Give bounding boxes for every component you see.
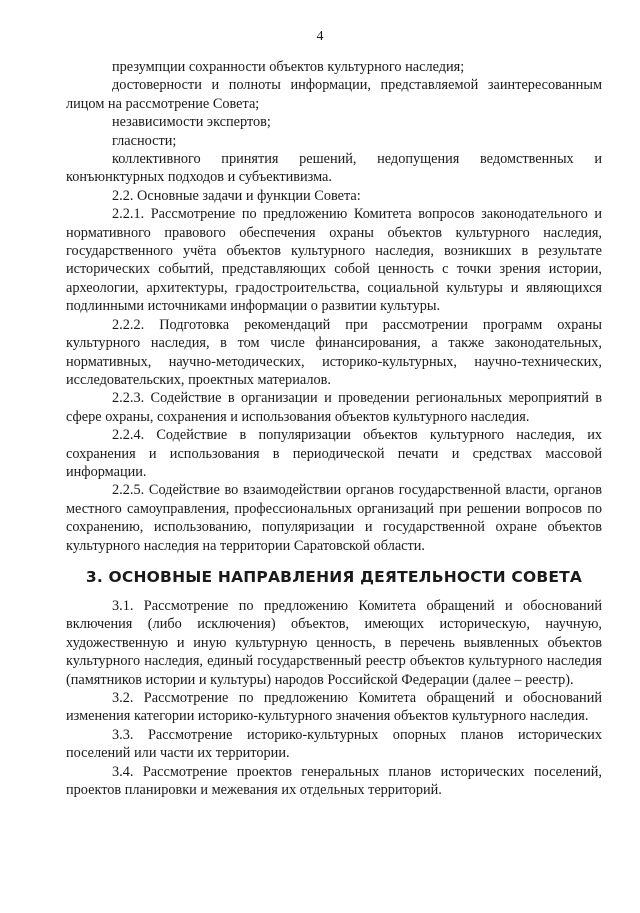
principle-item: презумпции сохранности объектов культурного наследия;: [112, 59, 465, 75]
direction-item: 3.3. Рассмотрение историко-культурных опорных планов исторических поселений или части их территории.: [66, 726, 602, 762]
task-item: 2.2.3. Содействие в организации и проведении региональных мероприятий в сфере охраны, сохранения и использования объектов культурного наследия.: [66, 390, 602, 425]
principle-item: достоверности и полноты информации, представляемой заинтересованным лицом на рассмотрение Совета;: [66, 77, 602, 112]
task-item: 2.2.4. Содействие в популяризации объектов культурного наследия, их сохранения и использования в периодической печати и средствах массовой информации.: [66, 427, 602, 480]
direction-item: 3.4. Рассмотрение проектов генеральных планов исторических поселений, проектов планировки и межевания их отдельных территорий.: [66, 763, 602, 799]
direction-item: 3.1. Рассмотрение по предложению Комитета обращений и обоснований включения (либо исключения) объектов, имеющих историческую, научную, художественную и иную культурную ценность, в перечень выявленных объектов культурного наследия, единый государственный реестр объектов культурного наследия (памятников истории и культуры) народов Российской Федерации (далее – реестр).: [66, 597, 602, 688]
task-item: 2.2.2. Подготовка рекомендаций при рассмотрении программ охраны культурного наследия, в том числе финансирования, а также законодательных, нормативных, научно-методических, историко-культурных, научно-технических, исследовательских, проектных материалов.: [66, 316, 602, 388]
section-heading: 3. ОСНОВНЫЕ НАПРАВЛЕНИЯ ДЕЯТЕЛЬНОСТИ СОВЕТА: [85, 567, 583, 586]
principle-item: коллективного принятия решений, недопущения ведомственных и конъюнктурных подходов и субъективизма.: [66, 151, 602, 186]
tasks-heading: 2.2. Основные задачи и функции Совета:: [112, 187, 361, 204]
principle-item: независимости экспертов;: [112, 114, 271, 131]
direction-item: 3.2. Рассмотрение по предложению Комитета обращений и обоснований изменения категории историко-культурного значения объектов культурного наследия.: [66, 690, 602, 725]
page-number: 4: [316, 29, 324, 44]
principle-item: гласности;: [112, 132, 177, 149]
task-item: 2.2.1. Рассмотрение по предложению Комитета вопросов законодательного и нормативного правового обеспечения охраны объектов культурного наследия, государственного учёта объектов культурного наследия, возникших в результате исторических событий, представляющих собой ценность с точки зрения истории, археологии, архитектуры, градостроительства, социальной культуры и являющихся подлинными источниками информации о развитии культуры.: [66, 206, 602, 315]
document-body: [66, 58, 602, 799]
task-item: 2.2.5. Содействие во взаимодействии органов государственной власти, органов местного самоуправления, профессиональных организаций при решении вопросов по сохранению, использованию, популяризации и государственной охране объектов культурного наследия на территории Саратовской области.: [66, 482, 602, 554]
